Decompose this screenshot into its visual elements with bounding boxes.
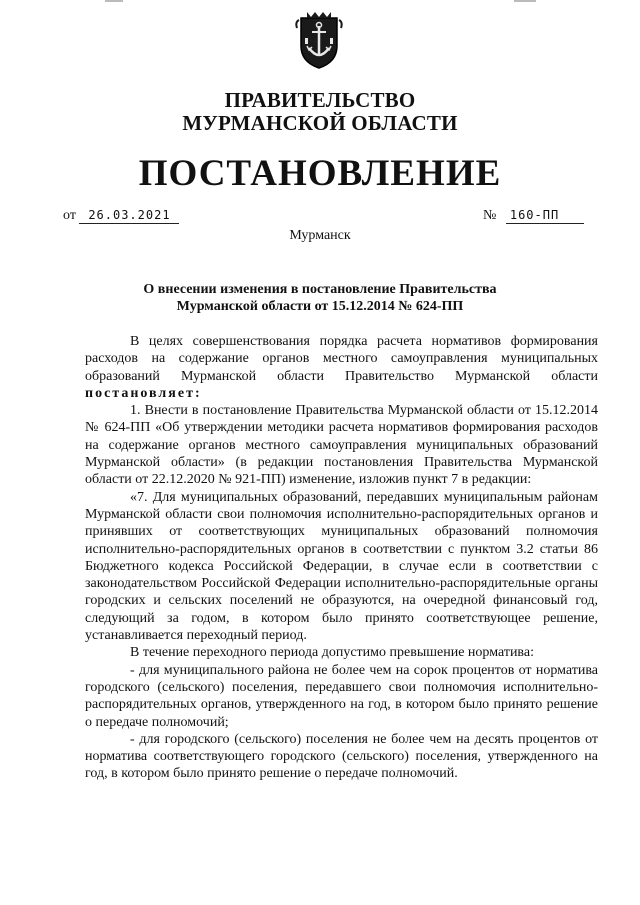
- city-name: Мурманск: [289, 228, 351, 243]
- murmansk-coat-of-arms-icon: [293, 8, 345, 70]
- document-body: [85, 333, 598, 783]
- scan-artifact: [514, 0, 536, 2]
- resolves-keyword: постановляет:: [85, 385, 202, 401]
- paragraph-preamble: [85, 333, 598, 402]
- paragraph-transition-period: В течение переходного периода допустимо превышение норматива:: [130, 645, 534, 661]
- subject-line2: Мурманской области от 15.12.2014 № 624-ПП: [176, 299, 464, 314]
- date-prefix: от: [63, 208, 76, 223]
- document-subject: [0, 281, 640, 315]
- document-number: [483, 207, 584, 224]
- preamble-text: В целях совершенствования порядка расчета нормативов формирования расходов на содержание органов местного самоуправления муниципальных образований Мурманской области Правительство Мурманской области: [85, 334, 598, 384]
- paragraph-municipal-district: - для муниципального района не более чем на сорок процентов от норматива городского (сельского) поселения, передавшего свои полномочия исполнительно-распорядительных органов, утвержденного на год, в котором было принято решение о передаче полномочий;: [85, 662, 598, 730]
- paragraph-item-7: «7. Для муниципальных образований, передавших муниципальным районам Мурманской области свои полномочия исполнительно-распорядительных органов и принявших от соответствующих муниципальных образований полномочия исполнительно-распорядительных органов в соответствии с пунктом 3.2 статьи 86 Бюджетного кодекса Российской Федерации, в случае если в соответствии с законодательством Российской Федерации исполнительно-распорядительные органы городских и сельских поселений не образуются, на очередной финансовый год, следующий за годом, в котором было принято соответствующее решение, устанавливается переходный период.: [85, 489, 598, 644]
- number-prefix: №: [483, 208, 497, 223]
- government-name-line1: ПРАВИТЕЛЬСТВО: [224, 88, 416, 112]
- government-name-line2: МУРМАНСКОЙ ОБЛАСТИ: [182, 111, 458, 135]
- paragraph-item-1: 1. Внести в постановление Правительства Мурманской области от 15.12.2014 № 624-ПП «Об утверждении методики расчета нормативов формирования расходов на содержание органов местного самоуправления муниципальных образований Мурманской области» (в редакции постановления Правительства Мурманской области от 22.12.2020 № 921-ПП) изменение, изложив пункт 7 в редакции:: [85, 403, 598, 488]
- date-value: 26.03.2021: [79, 207, 179, 224]
- document-date: [63, 207, 179, 224]
- number-value: 160-ПП: [506, 207, 584, 224]
- document-type-title: ПОСТАНОВЛЕНИЕ: [138, 153, 502, 194]
- paragraph-settlement: - для городского (сельского) поселения не более чем на десять процентов от норматива соответствующего городского (сельского) поселения, утвержденного на год, в котором было принято решение о передаче полномочий.: [85, 731, 598, 782]
- subject-line1: О внесении изменения в постановление Правительства: [143, 282, 497, 297]
- scan-artifact: [105, 0, 123, 2]
